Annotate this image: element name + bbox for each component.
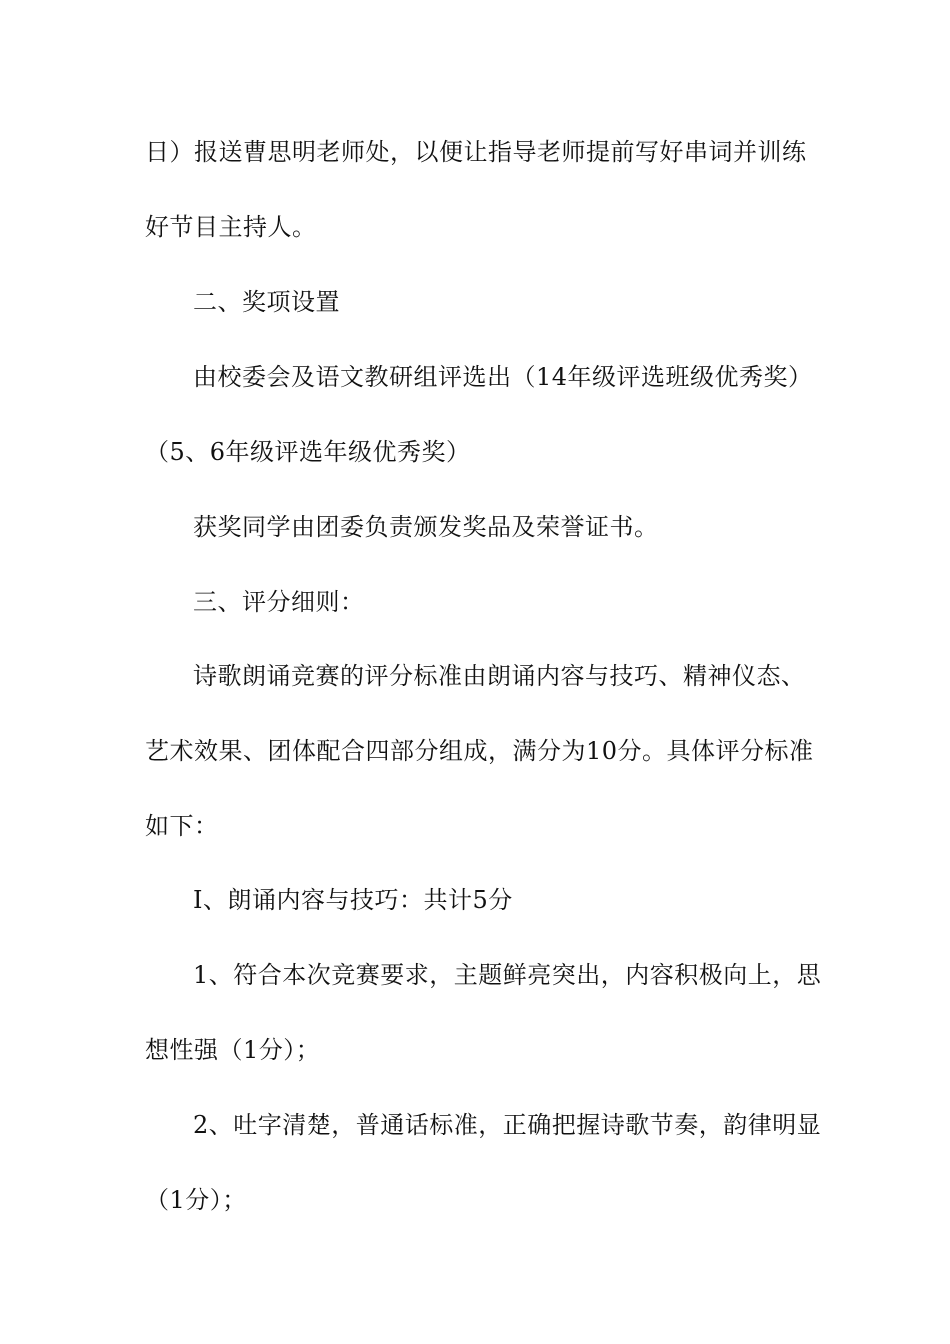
list-item-continuation-line: （1分）； <box>145 1186 247 1214</box>
paragraph-continuation-line: 好节目主持人。 <box>145 213 317 241</box>
paragraph-line: 获奖同学由团委负责颁发奖品及荣誉证书。 <box>193 513 659 541</box>
paragraph-continuation-line: 艺术效果、团体配合四部分组成，满分为10分。具体评分标准 <box>145 737 814 765</box>
section-heading-awards: 二、奖项设置 <box>193 288 340 316</box>
paragraph-continuation-line: 如下： <box>145 812 219 840</box>
section-heading-scoring: 三、评分细则： <box>193 588 365 616</box>
list-item-continuation-line: 想性强（1分）； <box>145 1036 321 1064</box>
subsection-heading: Ⅰ、朗诵内容与技巧：共计5分 <box>193 886 513 914</box>
list-item-line: 2、吐字清楚，普通话标准，正确把握诗歌节奏，韵律明显 <box>193 1111 822 1139</box>
paragraph-line: 由校委会及语文教研组评选出（14年级评选班级优秀奖） <box>193 363 813 391</box>
list-item-line: 1、符合本次竞赛要求，主题鲜亮突出，内容积极向上，思 <box>193 961 822 989</box>
paragraph-line: 诗歌朗诵竞赛的评分标准由朗诵内容与技巧、精神仪态、 <box>193 662 806 690</box>
paragraph-continuation-line: 日）报送曹思明老师处，以便让指导老师提前写好串词并训练 <box>145 138 807 166</box>
paragraph-continuation-line: （5、6年级评选年级优秀奖） <box>145 438 471 466</box>
